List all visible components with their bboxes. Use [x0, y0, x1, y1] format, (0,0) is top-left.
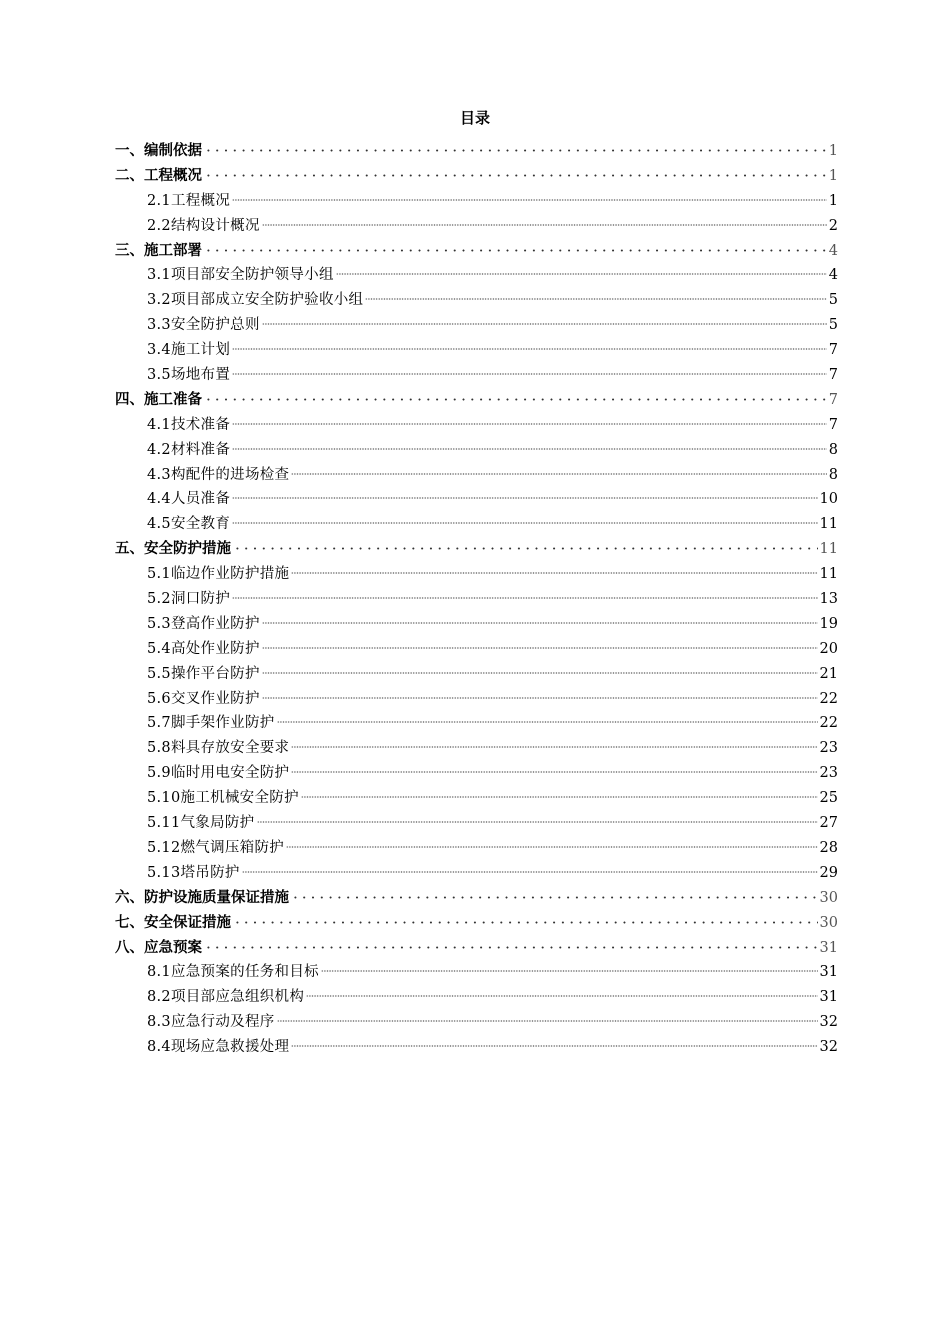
toc-entry-page-number: 32: [819, 1014, 838, 1031]
dot-leader: [277, 1004, 818, 1026]
dot-leader: [291, 755, 817, 777]
dot-leader: [233, 905, 818, 927]
dot-leader: [204, 233, 827, 255]
dot-leader: [232, 432, 827, 454]
toc-entry-page-number: 13: [819, 591, 838, 608]
toc-entry[interactable]: [115, 133, 838, 158]
dot-leader: [262, 656, 818, 678]
dot-leader: [262, 681, 818, 703]
toc-entry-page-number: 22: [819, 690, 838, 707]
dot-leader: [291, 457, 826, 479]
toc-entry-page-number: 4: [828, 267, 838, 284]
toc-entry-label: 8.3应急行动及程序: [147, 1014, 275, 1031]
toc-entry-page-number: 8: [828, 466, 838, 483]
toc-entry-page-number: 4: [828, 242, 838, 259]
toc-entry-label: 8.4现场应急救援处理: [147, 1039, 290, 1056]
toc-entry-page-number: 29: [819, 864, 838, 881]
toc-entry-page-number: 23: [819, 740, 838, 757]
toc-entry-label: 3.3安全防护总则: [147, 317, 260, 334]
toc-entry-label: 2.2结构设计概况: [147, 217, 260, 234]
toc-entry[interactable]: [115, 183, 838, 208]
dot-leader: [232, 357, 827, 379]
toc-entry-label: 5.12燃气调压箱防护: [147, 839, 285, 856]
toc-entry-page-number: 20: [819, 640, 838, 657]
toc-entry-page-number: 31: [819, 964, 838, 981]
dot-leader: [262, 307, 827, 329]
toc-entry-label: 3.2项目部成立安全防护验收小组: [147, 292, 364, 309]
toc-entry-page-number: 7: [828, 342, 838, 359]
dot-leader: [257, 805, 818, 827]
toc-entry-page-number: 11: [819, 566, 838, 583]
toc-entry-label: 4.2材料准备: [147, 441, 231, 458]
toc-entry-page-number: 1: [828, 167, 838, 184]
toc-entry-label: 5.10施工机械安全防护: [147, 790, 299, 807]
toc-entry-page-number: 11: [819, 516, 838, 533]
dot-leader: [232, 407, 827, 429]
toc-entry-label: 5.5操作平台防护: [147, 665, 260, 682]
toc-entry-label: 4.1技术准备: [147, 416, 231, 433]
toc-entry-page-number: 19: [819, 615, 838, 632]
toc-entry-label: 六、防护设施质量保证措施: [115, 889, 289, 906]
toc-entry-label: 3.5场地布置: [147, 367, 231, 384]
dot-leader: [204, 133, 827, 155]
toc-entry[interactable]: [115, 930, 838, 955]
toc-list: [115, 133, 838, 1054]
toc-entry-label: 一、编制依据: [115, 143, 202, 159]
toc-entry-label: 5.4高处作业防护: [147, 640, 260, 657]
toc-entry-label: 5.7脚手架作业防护: [147, 715, 275, 732]
toc-entry-label: 四、施工准备: [115, 391, 202, 408]
dot-leader: [233, 531, 818, 553]
dot-leader: [321, 954, 818, 976]
toc-entry-page-number: 31: [819, 989, 838, 1006]
dot-leader: [291, 730, 817, 752]
toc-entry-label: 5.8料具存放安全要求: [147, 740, 290, 757]
toc-entry-page-number: 30: [819, 914, 838, 931]
dot-leader: [204, 158, 827, 180]
toc-entry-page-number: 1: [828, 143, 838, 159]
toc-entry-label: 八、应急预案: [115, 939, 202, 956]
toc-entry-label: 5.9临时用电安全防护: [147, 765, 290, 782]
toc-title: 目录: [459, 109, 490, 127]
toc-entry-label: 3.4施工计划: [147, 342, 231, 359]
toc-entry[interactable]: [115, 233, 838, 258]
dot-leader: [365, 282, 826, 304]
toc-entry-label: 2.1工程概况: [147, 192, 231, 209]
toc-entry-label: 8.2项目部应急组织机构: [147, 989, 305, 1006]
toc-entry-page-number: 1: [828, 192, 838, 209]
toc-entry-label: 3.1项目部安全防护领导小组: [147, 267, 334, 284]
toc-entry[interactable]: [115, 382, 838, 407]
toc-entry-label: 5.3登高作业防护: [147, 615, 260, 632]
toc-entry-label: 5.6交叉作业防护: [147, 690, 260, 707]
toc-entry-label: 5.1临边作业防护措施: [147, 566, 290, 583]
dot-leader: [232, 481, 817, 503]
toc-entry-page-number: 5: [828, 292, 838, 309]
toc-entry-label: 5.13塔吊防护: [147, 864, 240, 881]
toc-entry-page-number: 10: [819, 491, 838, 508]
toc-entry-page-number: 30: [819, 889, 838, 906]
toc-entry[interactable]: [115, 954, 838, 979]
toc-entry-page-number: 28: [819, 839, 838, 856]
dot-leader: [291, 880, 818, 902]
toc-entry-page-number: 8: [828, 441, 838, 458]
dot-leader: [232, 506, 817, 528]
dot-leader: [286, 830, 817, 852]
dot-leader: [232, 183, 827, 205]
toc-entry-label: 5.2洞口防护: [147, 591, 231, 608]
toc-entry-page-number: 32: [819, 1039, 838, 1056]
toc-entry-label: 七、安全保证措施: [115, 914, 231, 931]
toc-entry-page-number: 5: [828, 317, 838, 334]
toc-entry-label: 5.11气象局防护: [147, 815, 255, 832]
toc-entry-page-number: 7: [828, 367, 838, 384]
dot-leader: [301, 780, 818, 802]
toc-entry[interactable]: [115, 257, 838, 282]
dot-leader: [232, 581, 817, 603]
toc-entry-label: 4.4人员准备: [147, 491, 231, 508]
toc-entry-label: 五、安全防护措施: [115, 541, 231, 558]
dot-leader: [291, 1029, 817, 1051]
toc-entry-page-number: 25: [819, 790, 838, 807]
toc-entry-page-number: 7: [828, 416, 838, 433]
toc-entry-page-number: 21: [819, 665, 838, 682]
toc-entry-label: 二、工程概况: [115, 167, 202, 184]
dot-leader: [262, 208, 827, 230]
dot-leader: [232, 332, 827, 354]
dot-leader: [262, 606, 818, 628]
dot-leader: [336, 257, 827, 279]
dot-leader: [204, 382, 827, 404]
toc-entry-page-number: 31: [819, 939, 838, 956]
toc-entry-label: 4.3构配件的进场检查: [147, 466, 290, 483]
toc-entry-label: 4.5安全教育: [147, 516, 231, 533]
dot-leader: [204, 930, 818, 952]
toc-entry-page-number: 11: [819, 541, 838, 558]
dot-leader: [242, 855, 818, 877]
dot-leader: [262, 631, 818, 653]
toc-entry-page-number: 27: [819, 815, 838, 832]
toc-entry-page-number: 2: [828, 217, 838, 234]
toc-entry-page-number: 22: [819, 715, 838, 732]
dot-leader: [277, 705, 818, 727]
toc-entry-label: 8.1应急预案的任务和目标: [147, 964, 319, 981]
toc-entry[interactable]: [115, 158, 838, 183]
dot-leader: [291, 556, 817, 578]
toc-entry-label: 三、施工部署: [115, 242, 202, 259]
toc-entry[interactable]: [115, 407, 838, 432]
toc-entry-page-number: 23: [819, 765, 838, 782]
toc-entry-page-number: 7: [828, 391, 838, 408]
dot-leader: [306, 979, 817, 1001]
